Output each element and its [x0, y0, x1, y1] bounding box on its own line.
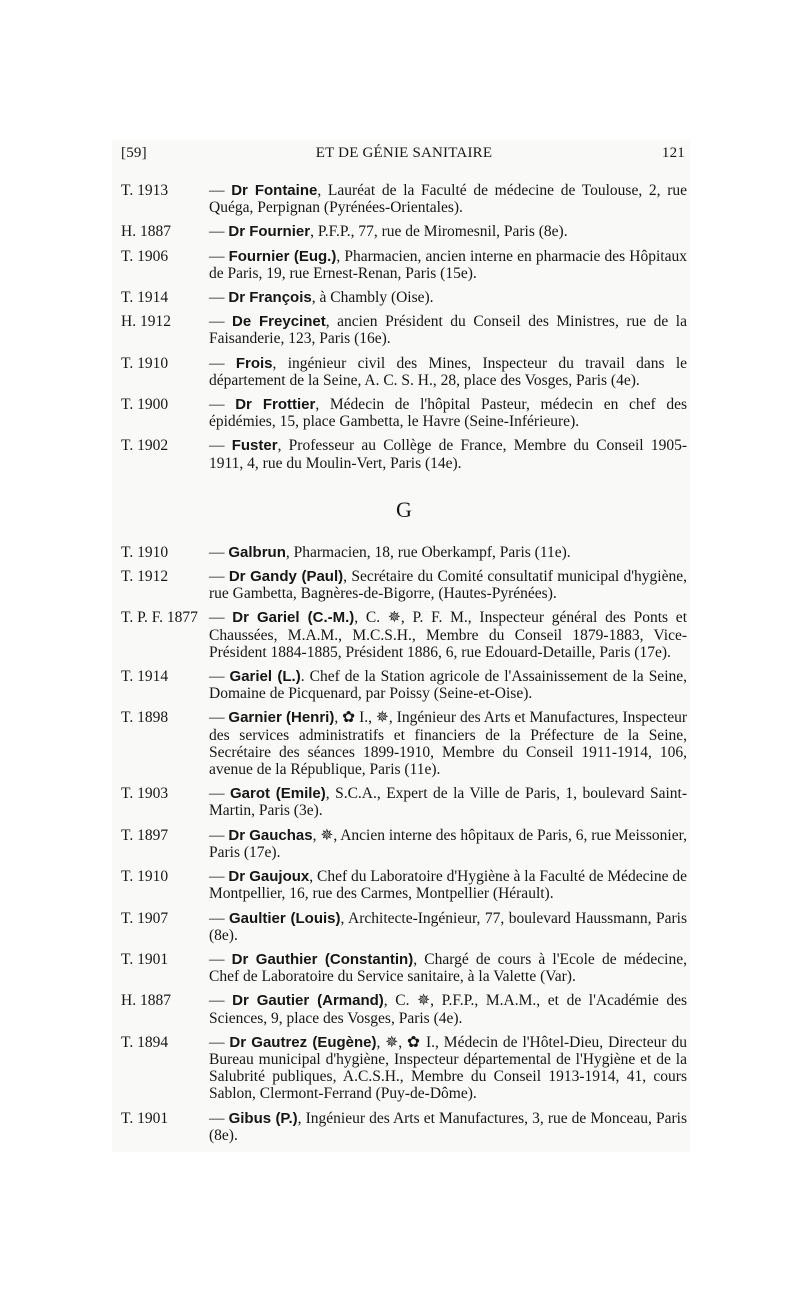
entry-text: [209, 223, 687, 240]
list-item: [121, 827, 687, 861]
entry-description: . Chef de la Station agricole de l'Assainissement de la Seine, Domaine de Picquenard, par Poissy (Seine-et-Oise).: [209, 668, 688, 703]
list-item: [121, 355, 687, 389]
entry-code: T. 1894: [121, 1033, 169, 1051]
entry-code: T. 1914: [121, 668, 169, 686]
list-item: [121, 1034, 687, 1103]
entry-description: , Pharmacien, ancien interne en pharmacie des Hôpitaux de Paris, 19, rue Ernest-Renan, Paris (15e).: [209, 247, 687, 282]
entry-dash: —: [209, 247, 229, 265]
entry-text: [209, 182, 687, 216]
entry-code: T. 1901: [121, 1109, 169, 1127]
entry-text: [209, 355, 687, 389]
entry-text: [209, 289, 687, 306]
entry-text: [209, 827, 687, 861]
entry-code: T. 1913: [121, 182, 169, 199]
list-item: [121, 544, 687, 561]
list-item: [121, 248, 687, 282]
entry-dash: —: [209, 709, 229, 727]
entry-text: [209, 709, 687, 778]
list-item: [121, 1110, 687, 1144]
entry-name: Fournier (Eug.): [228, 247, 337, 265]
entry-code: T. 1897: [121, 826, 169, 844]
list-item: [121, 951, 687, 985]
entry-text: [209, 609, 687, 661]
entry-code: T. 1898: [121, 709, 169, 727]
page-number: 121: [661, 145, 685, 161]
list-item: [121, 609, 687, 661]
entry-description: , Secrétaire du Comité consultatif municipal d'hygiène, rue Gambetta, Bagnères-de-Bigorre, (Hautes-Pyrénées).: [209, 568, 687, 603]
page-header: [121, 145, 687, 165]
entry-dash: —: [209, 826, 229, 844]
entry-text: [209, 1034, 687, 1103]
entry-text: [209, 1110, 687, 1144]
entry-description: , P.F.P., 77, rue de Miromesnil, Paris (8e).: [310, 223, 568, 241]
entry-description: , Médecin de l'hôpital Pasteur, médecin en chef des épidémies, 15, place Gambetta, le Havre (Seine-Inférieure).: [209, 396, 688, 431]
entry-dash: —: [209, 868, 229, 886]
entry-description: , ✵, Ancien interne des hôpitaux de Paris, 6, rue Meissonier, Paris (17e).: [209, 826, 688, 861]
entry-dash: —: [209, 1033, 230, 1051]
entry-name: Dr Gauthier (Constantin): [231, 950, 414, 968]
list-item: [121, 289, 687, 306]
entry-name: Garnier (Henri): [228, 709, 335, 727]
entry-code: T. 1900: [121, 396, 169, 414]
entry-dash: —: [209, 354, 236, 372]
entry-description: , S.C.A., Expert de la Ville de Paris, 1, boulevard Saint-Martin, Paris (3e).: [209, 785, 687, 820]
entry-name: Dr François: [228, 289, 312, 307]
entry-code: H. 1912: [121, 313, 171, 331]
entry-name: Galbrun: [228, 543, 286, 561]
entry-code: T. 1914: [121, 289, 169, 307]
list-item: [121, 910, 687, 944]
entry-dash: —: [209, 909, 230, 927]
entry-dash: —: [209, 668, 230, 686]
entry-description: , ✵, ✿ I., Médecin de l'Hôtel-Dieu, Directeur du Bureau municipal d'hygiène, Inspecteur départemental de l'Hygiène et de la Salubrité publiques, A.C.S.H., Membre du Conseil 1913-1914, 41, cours Sablon, Clermont-Ferrand (Puy-de-Dôme).: [209, 1033, 687, 1103]
list-item: [121, 223, 687, 240]
entry-text: [209, 910, 687, 944]
entry-text: [209, 868, 687, 902]
entry-code: T. P. F. 1877: [121, 609, 198, 627]
list-item: [121, 182, 687, 216]
entry-dash: —: [209, 609, 233, 627]
entry-code: T. 1906: [121, 247, 169, 265]
entry-code: T. 1902: [121, 437, 169, 455]
entry-code: T. 1907: [121, 909, 169, 927]
entry-description: , ingénieur civil des Mines, Inspecteur du travail dans le département de la Seine, A. C. S. H., 28, place des Vosges, Paris (4e).: [209, 354, 688, 389]
entry-dash: —: [209, 396, 236, 414]
entry-code: T. 1903: [121, 785, 169, 803]
list-item: [121, 313, 687, 347]
entry-text: [209, 437, 687, 471]
section-letter: G: [396, 496, 412, 522]
entry-dash: —: [209, 992, 233, 1010]
entry-name: Dr Gandy (Paul): [228, 568, 344, 586]
entry-dash: —: [209, 950, 232, 968]
list-item: [121, 568, 687, 602]
entry-dash: —: [209, 437, 232, 455]
entry-name: Gibus (P.): [228, 1109, 298, 1127]
entry-name: Gariel (L.): [229, 668, 301, 686]
entry-text: [209, 785, 687, 819]
section-g-entries: [121, 544, 687, 1144]
entry-code: T. 1912: [121, 568, 169, 586]
entry-text: [209, 668, 687, 702]
entry-name: Garot (Emile): [229, 785, 326, 803]
entry-description: , C. ✵, P. F. M., Inspecteur général des Ponts et Chaussées, M.A.M., M.C.S.H., Membre du Conseil 1879-1883, Vice-Président 1884-1885, Président 1886, 6, rue Edouard-Detaille, Paris (17e).: [209, 609, 687, 661]
entry-text: [209, 544, 687, 561]
entry-text: [209, 396, 687, 430]
entry-dash: —: [209, 289, 229, 307]
entry-dash: —: [209, 313, 233, 331]
entry-dash: —: [209, 568, 229, 586]
entry-code: T. 1910: [121, 543, 169, 561]
entry-name: Dr Gautrez (Eugène): [229, 1033, 377, 1051]
entry-name: Dr Fournier: [228, 223, 311, 241]
entry-name: Frois: [235, 354, 273, 372]
section-f-entries: [121, 182, 687, 472]
entry-name: Dr Gauchas: [228, 826, 313, 844]
list-item: [121, 668, 687, 702]
entry-description: , Ingénieur des Arts et Manufactures, 3, rue de Monceau, Paris (8e).: [209, 1109, 687, 1144]
list-item: [121, 396, 687, 430]
entry-dash: —: [209, 223, 229, 241]
entry-description: , Pharmacien, 18, rue Oberkampf, Paris (11e).: [285, 543, 571, 561]
entry-description: , Professeur au Collège de France, Membre du Conseil 1905-1911, 4, rue du Moulin-Vert, Paris (14e).: [209, 437, 687, 472]
entry-text: [209, 313, 687, 347]
entry-dash: —: [209, 543, 229, 561]
entry-description: , Lauréat de la Faculté de médecine de Toulouse, 2, rue Quéga, Perpignan (Pyrénées-Orientales).: [209, 182, 687, 217]
entry-code: T. 1901: [121, 950, 169, 968]
entry-name: Dr Gautier (Armand): [232, 992, 384, 1010]
entry-text: [209, 992, 687, 1026]
running-title: ET DE GÉNIE SANITAIRE: [315, 145, 493, 161]
entry-name: Dr Fontaine: [231, 182, 318, 199]
entry-description: , C. ✵, P.F.P., M.A.M., et de l'Académie des Sciences, 9, place des Vosges, Paris (4e).: [209, 992, 688, 1027]
entry-name: Gaultier (Louis): [229, 909, 341, 927]
entry-code: T. 1910: [121, 868, 169, 886]
entry-description: , à Chambly (Oise).: [311, 289, 434, 307]
entry-dash: —: [209, 785, 230, 803]
list-item: [121, 785, 687, 819]
list-item: [121, 709, 687, 778]
entry-description: , Chef du Laboratoire d'Hygiène à la Faculté de Médecine de Montpellier, 16, rue des Carmes, Montpellier (Hérault).: [209, 868, 687, 903]
page-bracket-number: [59]: [121, 145, 147, 161]
entry-description: , Architecte-Ingénieur, 77, boulevard Haussmann, Paris (8e).: [209, 909, 687, 944]
list-item: [121, 868, 687, 902]
entry-code: H. 1887: [121, 992, 171, 1010]
entry-name: Dr Frottier: [235, 396, 316, 414]
list-item: [121, 992, 687, 1026]
entry-name: De Freycinet: [232, 313, 326, 331]
entry-text: [209, 951, 687, 985]
list-item: [121, 437, 687, 471]
member-list: [121, 182, 687, 1144]
entry-code: T. 1910: [121, 354, 169, 372]
entry-dash: —: [209, 1109, 229, 1127]
entry-description: , ✿ I., ✵, Ingénieur des Arts et Manufactures, Inspecteur des services administratifs et financiers de la Préfecture de la Seine, Secrétaire des séances 1899-1910, Membre du Conseil 1911-1914, 106, avenue de la République, Paris (11e).: [209, 709, 687, 779]
entry-code: H. 1887: [121, 223, 171, 241]
entry-name: Dr Gaujoux: [228, 868, 310, 886]
entry-description: , Chargé de cours à l'Ecole de médecine, Chef de Laboratoire du Service sanitaire, à la Valette (Var).: [209, 950, 687, 986]
entry-name: Dr Gariel (C.-M.): [232, 609, 355, 627]
entry-description: , ancien Président du Conseil des Ministres, rue de la Faisanderie, 123, Paris (16e).: [209, 313, 687, 348]
entry-text: [209, 568, 687, 602]
entry-name: Fuster: [231, 437, 278, 455]
entry-dash: —: [209, 182, 232, 199]
entry-text: [209, 248, 687, 282]
